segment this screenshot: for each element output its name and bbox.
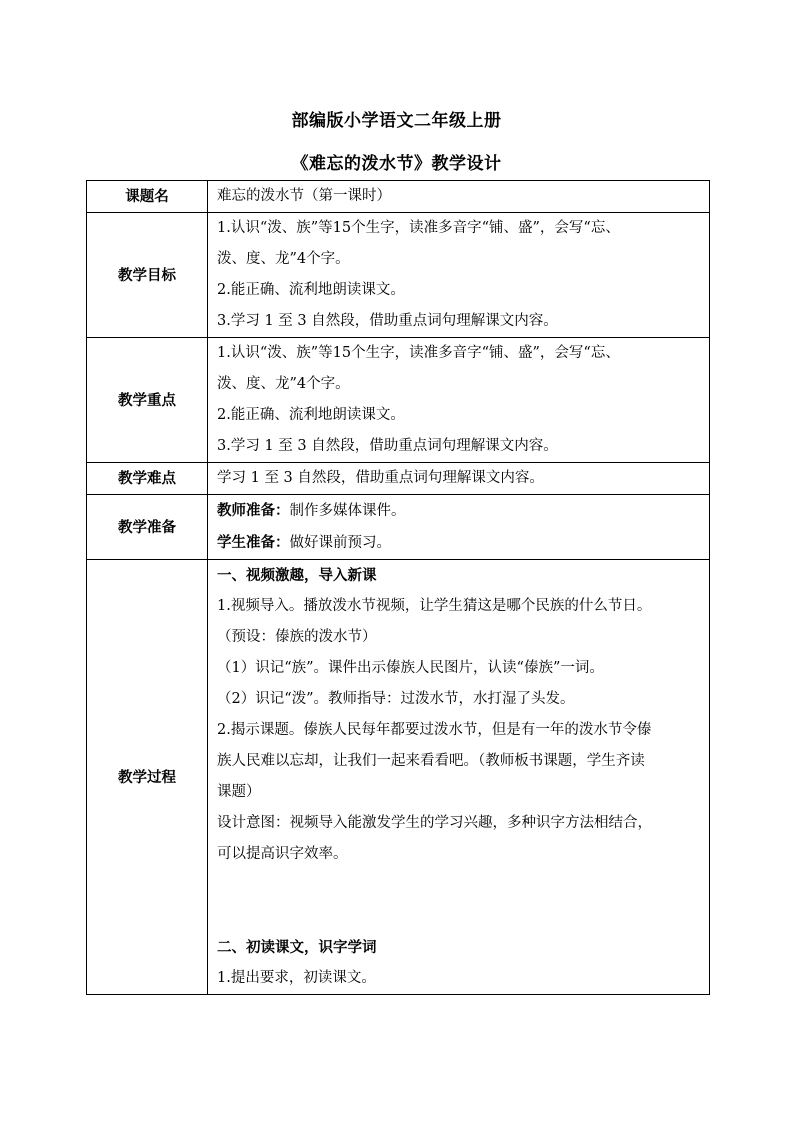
objectives-value bbox=[208, 213, 710, 338]
teacher-preparation bbox=[217, 495, 701, 527]
process-section-heading: 一、视频激趣，导入新课 bbox=[217, 567, 377, 584]
objectives-line: 1.认识“泼、族”等15个生字，读准多音字“铺、盛”，会写“忘、 bbox=[217, 220, 620, 236]
table-row-topic bbox=[87, 181, 710, 213]
topic-label: 课题名 bbox=[87, 181, 208, 213]
key-points-label: 教学重点 bbox=[87, 338, 208, 463]
preparation-label: 教学准备 bbox=[87, 495, 208, 560]
table-row-difficulties bbox=[87, 463, 710, 495]
student-preparation-text: 做好课前预习。 bbox=[289, 535, 391, 551]
topic-text: 难忘的泼水节（第一课时） bbox=[217, 188, 391, 204]
topic-value bbox=[208, 181, 710, 213]
process-line: （1）识记“族”。课件出示傣族人民图片，认读“傣族”一词。 bbox=[217, 660, 604, 676]
objectives-line: 泼、度、龙”4个字。 bbox=[217, 251, 350, 267]
student-preparation-label: 学生准备： bbox=[217, 534, 290, 551]
document-subtitle: 《难忘的泼水节》教学设计 bbox=[291, 154, 502, 174]
difficulties-text: 学习 1 至 3 自然段，借助重点词句理解课文内容。 bbox=[217, 470, 544, 486]
process-line: （2）识记“泼”。教师指导：过泼水节，水打湿了头发。 bbox=[217, 691, 575, 707]
preparation-value bbox=[208, 495, 710, 560]
process-line: 族人民难以忘却，让我们一起来看看吧。（教师板书课题，学生齐读 bbox=[217, 753, 645, 769]
process-line: 设计意图：视频导入能激发学生的学习兴趣，多种识字方法相结合， bbox=[217, 815, 652, 831]
process-section-heading: 二、初读课文，识字学词 bbox=[217, 939, 377, 956]
process-line: 2.揭示课题。傣族人民每年都要过泼水节，但是有一年的泼水节令傣 bbox=[217, 722, 652, 738]
process-line: 1.视频导入。播放泼水节视频，让学生猜这是哪个民族的什么节日。 bbox=[217, 598, 652, 614]
table-row-preparation bbox=[87, 495, 710, 560]
lesson-plan-table bbox=[86, 180, 710, 995]
key-points-line: 3.学习 1 至 3 自然段，借助重点词句理解课文内容。 bbox=[217, 438, 558, 454]
objectives-line: 2.能正确、流利地朗读课文。 bbox=[217, 282, 405, 298]
process-line: 1.提出要求，初读课文。 bbox=[217, 970, 376, 986]
key-points-line: 1.认识“泼、族”等15个生字，读准多音字“铺、盛”，会写“忘、 bbox=[217, 345, 620, 361]
table-row-process bbox=[87, 560, 710, 995]
student-preparation bbox=[217, 527, 701, 559]
objectives-line: 3.学习 1 至 3 自然段，借助重点词句理解课文内容。 bbox=[217, 313, 558, 329]
table-row-key-points bbox=[87, 338, 710, 463]
process-line: 课题） bbox=[217, 784, 261, 800]
objectives-label: 教学目标 bbox=[87, 213, 208, 338]
key-points-line: 泼、度、龙”4个字。 bbox=[217, 376, 350, 392]
teacher-preparation-text: 制作多媒体课件。 bbox=[289, 503, 406, 519]
process-line: 可以提高识字效率。 bbox=[217, 846, 348, 862]
key-points-line: 2.能正确、流利地朗读课文。 bbox=[217, 407, 405, 423]
difficulties-label: 教学难点 bbox=[87, 463, 208, 495]
table-row-objectives bbox=[87, 213, 710, 338]
teacher-preparation-label: 教师准备： bbox=[217, 502, 290, 519]
process-label: 教学过程 bbox=[87, 560, 208, 995]
key-points-value bbox=[208, 338, 710, 463]
difficulties-value bbox=[208, 463, 710, 495]
document-title: 部编版小学语文二年级上册 bbox=[291, 111, 502, 131]
process-value bbox=[208, 560, 710, 995]
process-spacer bbox=[217, 870, 701, 932]
process-line: （预设：傣族的泼水节） bbox=[217, 629, 377, 645]
